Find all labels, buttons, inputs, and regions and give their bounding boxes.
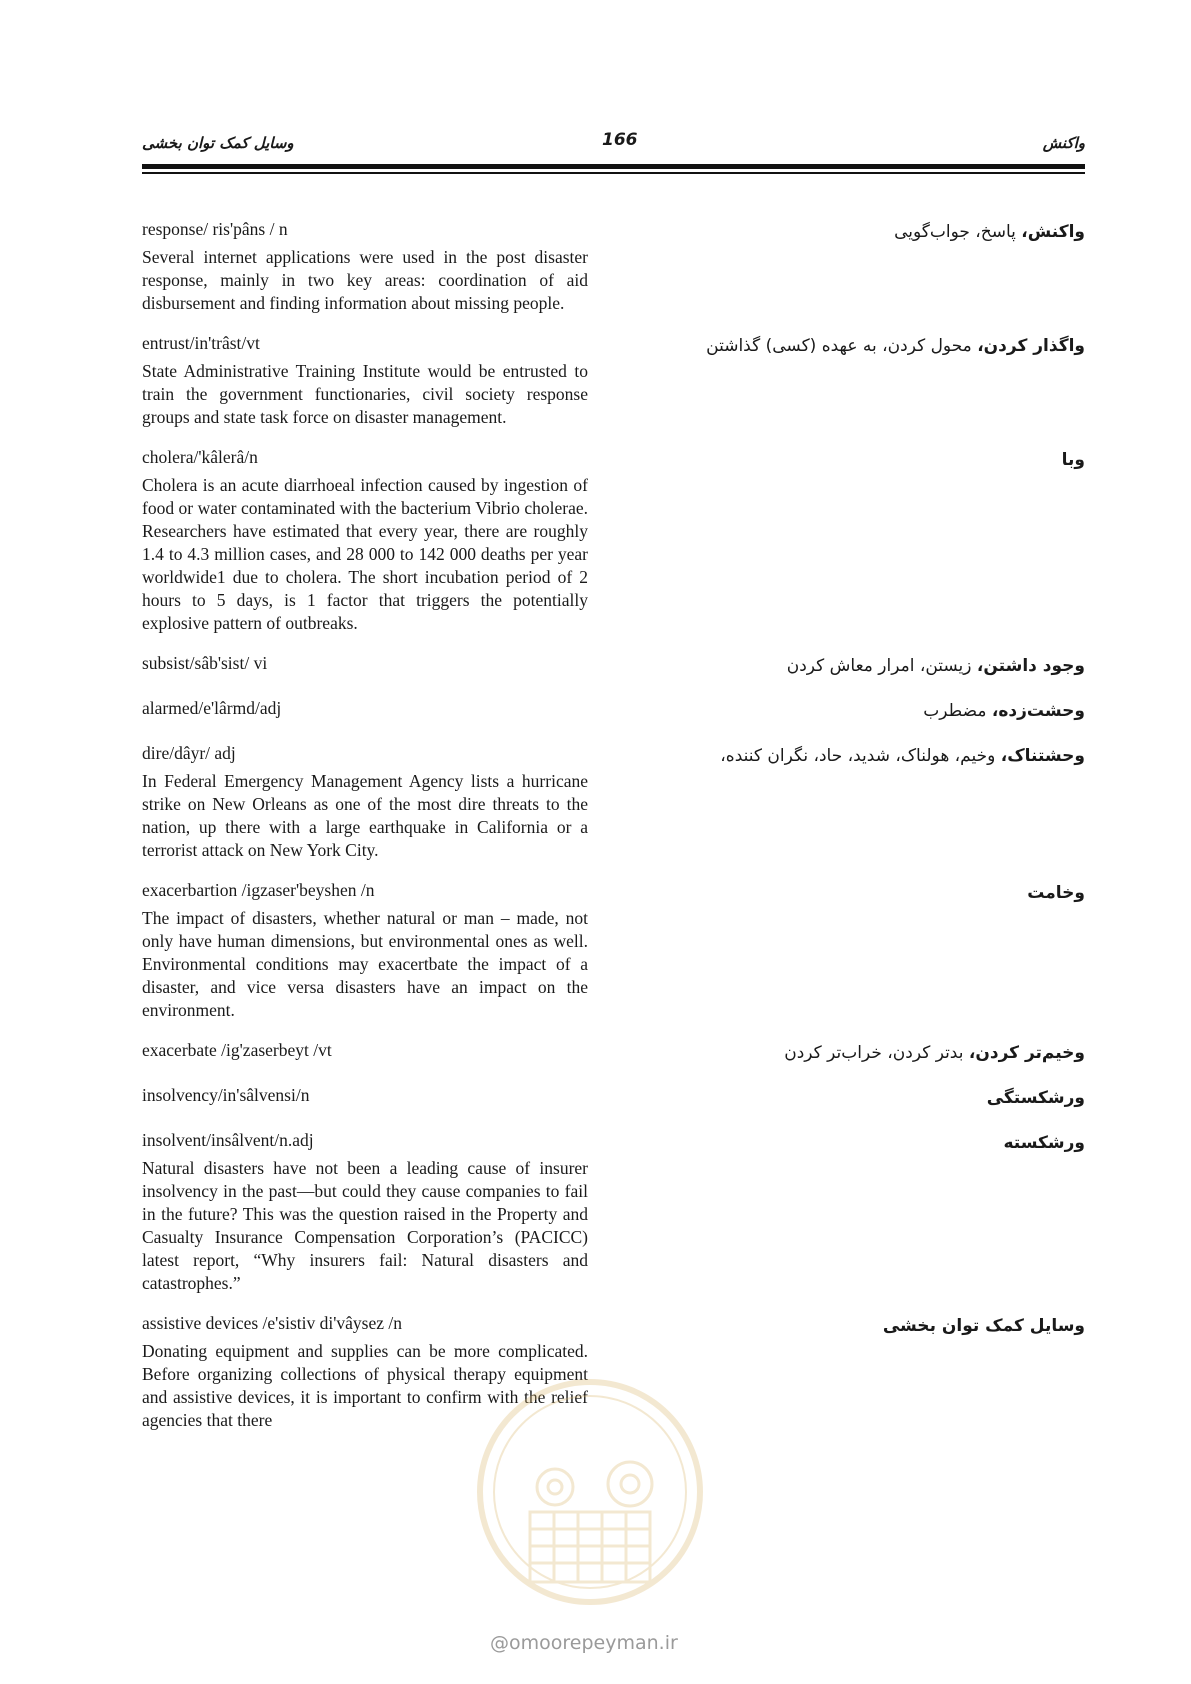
english-column — [142, 446, 588, 635]
page-number: 166 — [602, 130, 638, 150]
watermark-site: @omoorepeyman.ir — [490, 1632, 678, 1654]
persian-term: وسایل کمک توان بخشی — [882, 1316, 1085, 1336]
english-column — [142, 1129, 588, 1295]
header-right-title: واکنش — [1042, 134, 1085, 152]
glossary-entry — [142, 652, 1085, 680]
persian-column — [645, 332, 1085, 358]
persian-definition: مضطرب — [923, 701, 992, 721]
english-term: dire/dâyr/ adj — [142, 743, 236, 763]
glossary-entries — [142, 218, 1085, 1449]
example-sentence: In Federal Emergency Management Agency lists a hurricane strike on New Orleans as one of the most dire threats to the nation, up there with a large earthquake in California or a terrorist attack on New York City. — [142, 771, 588, 860]
glossary-entry — [142, 332, 1085, 429]
persian-column — [645, 697, 1085, 723]
english-term: exacerbartion /igzaser'beyshen /n — [142, 880, 375, 900]
english-column — [142, 332, 588, 429]
persian-definition: پاسخ، جواب‌گویی — [894, 222, 1022, 242]
persian-column — [645, 446, 1085, 472]
english-column — [142, 652, 588, 680]
glossary-entry — [142, 697, 1085, 725]
header-left-title: وسایل کمک توان بخشی — [142, 134, 294, 152]
persian-definition: زیستن، امرار معاش کردن — [786, 656, 977, 676]
english-column — [142, 1039, 588, 1067]
persian-term: وحشتناک، — [1000, 746, 1085, 766]
persian-column — [645, 218, 1085, 244]
glossary-entry — [142, 1129, 1085, 1295]
persian-column — [645, 879, 1085, 905]
header-rule-thin — [142, 172, 1085, 174]
glossary-entry — [142, 446, 1085, 635]
english-term: insolvency/in'sâlvensi/n — [142, 1085, 310, 1105]
persian-term: واگذار کردن، — [977, 336, 1085, 356]
english-term: exacerbate /ig'zaserbeyt /vt — [142, 1040, 332, 1060]
persian-column — [645, 1312, 1085, 1338]
persian-term: ورشکستگی — [986, 1088, 1085, 1108]
english-term: assistive devices /e'sistiv di'vâysez /n — [142, 1313, 403, 1333]
page-header — [142, 128, 1085, 158]
english-term: subsist/sâb'sist/ vi — [142, 653, 268, 673]
english-column — [142, 742, 588, 862]
glossary-entry — [142, 742, 1085, 862]
example-sentence: State Administrative Training Institute would be entrusted to train the government functionaries, civil society response groups and state task force on disaster management. — [142, 361, 588, 427]
example-sentence: Several internet applications were used in the post disaster response, mainly in two key areas: coordination of aid disbursement and finding information about missing people. — [142, 247, 588, 313]
english-column — [142, 218, 588, 315]
english-term: alarmed/e'lârmd/adj — [142, 698, 282, 718]
persian-column — [645, 742, 1085, 768]
persian-term: ورشکسته — [1003, 1133, 1085, 1153]
persian-term: وخیم‌تر کردن، — [968, 1043, 1085, 1063]
glossary-entry — [142, 218, 1085, 315]
persian-column — [645, 652, 1085, 678]
persian-term: واکنش، — [1021, 222, 1085, 242]
persian-term: وجود داشتن، — [976, 656, 1085, 676]
example-sentence: The impact of disasters, whether natural or man – made, not only have human dimensions, but environmental ones as well. Environmental conditions may exacertbate the impact of a disaster, and vice versa disasters have an impact on the environment. — [142, 908, 588, 1020]
english-term: entrust/in'trâst/vt — [142, 333, 260, 353]
persian-definition: بدتر کردن، خراب‌تر کردن — [784, 1043, 969, 1063]
header-rule-thick — [142, 164, 1085, 169]
english-column — [142, 697, 588, 725]
glossary-entry — [142, 1312, 1085, 1432]
english-column — [142, 1312, 588, 1432]
english-column — [142, 1084, 588, 1112]
example-sentence: Donating equipment and supplies can be more complicated. Before organizing collections of physical therapy equipment and assistive devices, it is important to confirm with the relief agencies that there — [142, 1341, 588, 1430]
persian-term: وحشت‌زده، — [991, 701, 1085, 721]
example-sentence: Cholera is an acute diarrhoeal infection caused by ingestion of food or water contaminated with the bacterium Vibrio cholerae. Researchers have estimated that every year, there are roughly 1.4 to 4.3 million cases, and 28 000 to 142 000 deaths per year worldwide1 due to cholera. The short incubation period of 2 hours to 5 days, is 1 factor that triggers the potentially explosive pattern of outbreaks. — [142, 475, 588, 633]
persian-column — [645, 1129, 1085, 1155]
glossary-entry — [142, 1039, 1085, 1067]
persian-column — [645, 1084, 1085, 1110]
persian-term: وخامت — [1027, 883, 1085, 903]
example-sentence: Natural disasters have not been a leading cause of insurer insolvency in the past—but could they cause companies to fail in the future? This was the question raised in the Property and Casualty Insurance Compensation Corporation’s (PACICC) latest report, “Why insurers fail: Natural disasters and catastrophes.” — [142, 1158, 588, 1293]
persian-definition: وخیم، هولناک، شدید، حاد، نگران کننده، — [720, 746, 1001, 766]
glossary-entry — [142, 1084, 1085, 1112]
persian-column — [645, 1039, 1085, 1065]
glossary-entry — [142, 879, 1085, 1022]
english-term: response/ ris'pâns / n — [142, 219, 288, 239]
english-term: cholera/'kâlerâ/n — [142, 447, 258, 467]
english-term: insolvent/insâlvent/n.adj — [142, 1130, 314, 1150]
persian-term: وبا — [1061, 450, 1085, 470]
persian-definition: محول کردن، به عهده (کسی) گذاشتن — [706, 336, 978, 356]
english-column — [142, 879, 588, 1022]
